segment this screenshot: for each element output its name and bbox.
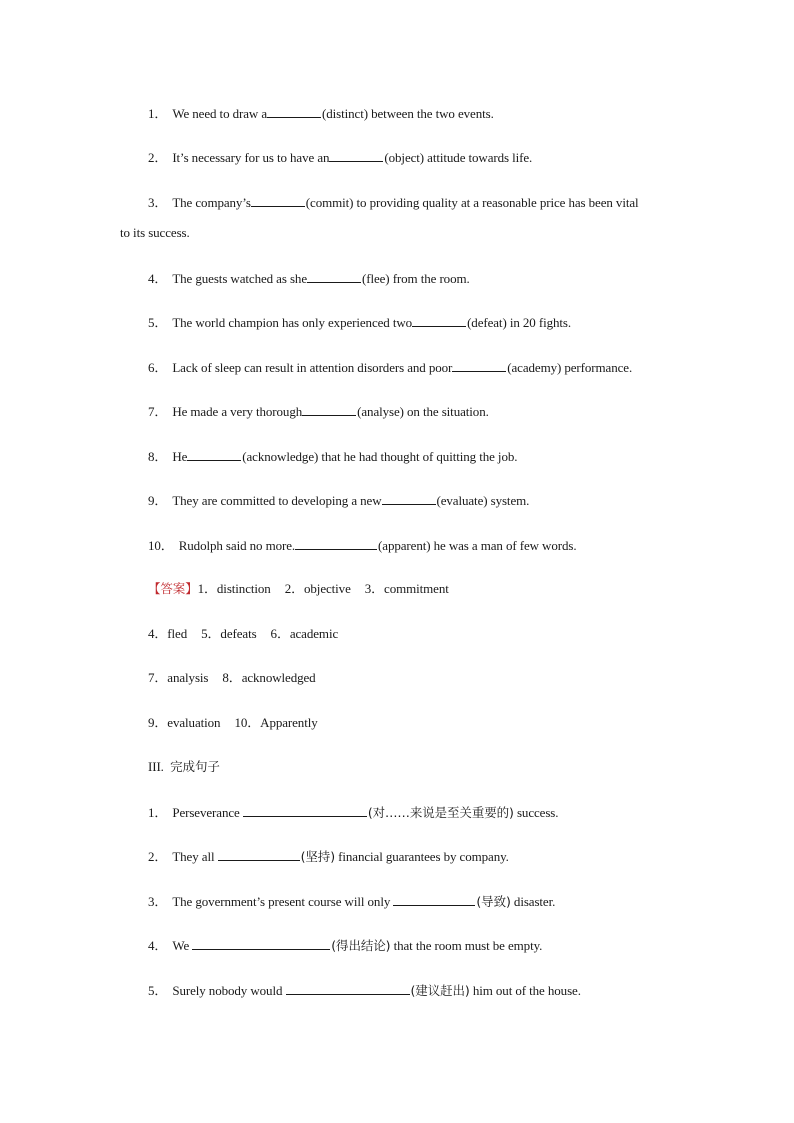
item-text: Lack of sleep can result in attention disorders and poor [172, 360, 453, 375]
answer-tag: 【答案】 [148, 581, 198, 596]
item-number: 4． [148, 938, 168, 953]
answer-row [148, 670, 316, 686]
answer-blank[interactable] [187, 448, 241, 461]
item-text: (acknowledge) that he had thought of quitting the job. [242, 449, 518, 464]
item-text: (object) attitude towards life. [384, 150, 533, 165]
sentence-item [148, 982, 581, 999]
answer-blank[interactable] [251, 194, 305, 207]
item-number: 10． [148, 538, 174, 553]
item-text: Perseverance [172, 805, 243, 820]
exercise-item [148, 314, 571, 331]
item-text: (distinct) between the two events. [322, 106, 494, 121]
answer-item: 10．Apparently [234, 715, 318, 730]
exercise-item [148, 149, 532, 166]
item-number: 3． [148, 894, 168, 909]
answer-blank[interactable] [302, 403, 356, 416]
exercise-item [148, 492, 529, 509]
item-number: 3． [148, 195, 168, 210]
item-text: He made a very thorough [172, 404, 303, 419]
answer-blank[interactable] [243, 804, 367, 817]
item-hint: (坚持) [300, 849, 335, 864]
item-number: 4． [148, 271, 168, 286]
answer-blank[interactable] [307, 270, 361, 283]
answer-blank[interactable] [267, 105, 321, 118]
item-number: 1． [148, 805, 168, 820]
item-number: 9． [148, 493, 168, 508]
item-text: We [172, 938, 193, 953]
item-number: 5． [148, 315, 168, 330]
item-text: The guests watched as she [172, 271, 307, 286]
answer-blank[interactable] [295, 537, 377, 550]
item-text: (analyse) on the situation. [357, 404, 489, 419]
item-number: 5． [148, 983, 168, 998]
answer-item: 7．analysis [148, 670, 209, 685]
exercise-item [148, 194, 639, 211]
exercise-item [148, 403, 489, 420]
answer-row [148, 715, 318, 731]
answer-item: 2．objective [284, 581, 351, 596]
answer-blank[interactable] [286, 982, 410, 995]
answer-blank[interactable] [412, 314, 466, 327]
answer-item: 8．acknowledged [222, 670, 316, 685]
answer-blank[interactable] [393, 893, 475, 906]
item-text: The company’s [172, 195, 251, 210]
section-heading [148, 759, 220, 775]
item-hint: (建议赶出) [410, 983, 470, 998]
exercise-item-continuation [120, 225, 190, 241]
item-text: They all [172, 849, 218, 864]
answer-item: 9．evaluation [148, 715, 221, 730]
sentence-item [148, 893, 555, 910]
answer-blank[interactable] [218, 848, 300, 861]
item-text: The government’s present course will only [172, 894, 394, 909]
item-text: (commit) to providing quality at a reasonable price has been vital [305, 195, 639, 210]
item-hint: (得出结论) [331, 938, 391, 953]
section-title: 完成句子 [170, 759, 220, 774]
item-number: 2． [148, 849, 168, 864]
exercise-item [148, 537, 577, 554]
answer-item: 5．defeats [201, 626, 257, 641]
answer-item: 1．distinction [197, 581, 271, 596]
item-number: 1． [148, 106, 168, 121]
item-text: that the room must be empty. [390, 938, 543, 953]
answer-blank[interactable] [192, 937, 330, 950]
item-text: They are committed to developing a new [172, 493, 382, 508]
item-text: disaster. [510, 894, 556, 909]
item-text: (defeat) in 20 fights. [467, 315, 571, 330]
answer-item: 6．academic [270, 626, 339, 641]
item-hint: (对……来说是至关重要的) [367, 805, 514, 820]
item-text: success. [513, 805, 559, 820]
item-text: Rudolph said no more. [178, 538, 296, 553]
exercise-item [148, 359, 632, 376]
item-text: (flee) from the room. [362, 271, 470, 286]
item-number: 7． [148, 404, 168, 419]
answer-blank[interactable] [329, 149, 383, 162]
section-number: III. [148, 759, 164, 774]
item-text: (evaluate) system. [436, 493, 530, 508]
answer-item: 3．commitment [364, 581, 449, 596]
item-text: to its success. [120, 225, 190, 240]
exercise-item [148, 448, 517, 465]
sentence-item [148, 804, 558, 821]
exercise-item [148, 105, 494, 122]
item-text: (apparent) he was a man of few words. [378, 538, 577, 553]
item-hint: (导致) [476, 894, 511, 909]
answer-blank[interactable] [452, 359, 506, 372]
item-number: 8． [148, 449, 168, 464]
answer-item: 4．fled [148, 626, 188, 641]
exercise-item [148, 270, 470, 287]
item-text: financial guarantees by company. [334, 849, 509, 864]
item-number: 6． [148, 360, 168, 375]
item-number: 2． [148, 150, 168, 165]
sentence-item [148, 848, 509, 865]
item-text: We need to draw a [172, 106, 268, 121]
item-text: It’s necessary for us to have an [172, 150, 330, 165]
sentence-item [148, 937, 542, 954]
answer-row [148, 626, 338, 642]
item-text: Surely nobody would [172, 983, 286, 998]
answer-row [148, 581, 449, 597]
item-text: The world champion has only experienced two [172, 315, 413, 330]
item-text: (academy) performance. [507, 360, 633, 375]
answer-blank[interactable] [382, 492, 436, 505]
item-text: He [172, 449, 188, 464]
item-text: him out of the house. [469, 983, 581, 998]
